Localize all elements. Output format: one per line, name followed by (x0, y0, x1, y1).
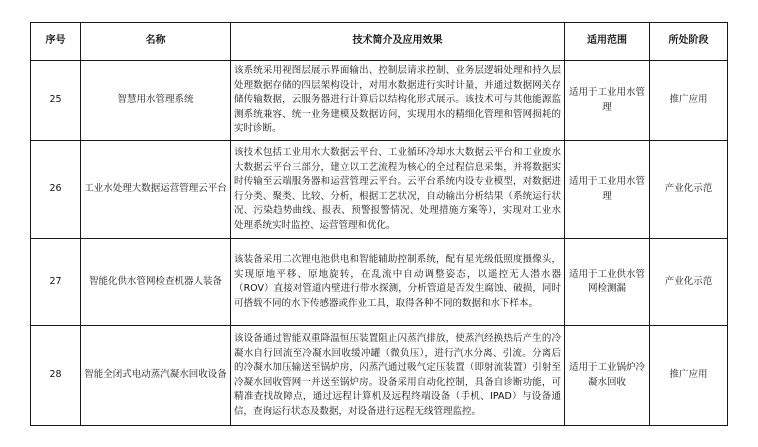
cell-scope: 适用于工业供水管网检测漏 (565, 239, 650, 326)
col-header-description: 技术简介及应用效果 (231, 23, 565, 61)
cell-no: 25 (31, 61, 81, 141)
cell-no: 27 (31, 239, 81, 326)
cell-scope: 适用于工业用水管理 (565, 141, 650, 239)
cell-no: 28 (31, 326, 81, 426)
cell-name: 智能化供水管网检查机器人装备 (81, 239, 231, 326)
cell-scope: 适用于工业用水管理 (565, 61, 650, 141)
cell-description: 该设备通过智能双重降温恒压装置阻止闪蒸汽排放，使蒸汽经换热后产生的冷凝水自行回流至冷凝水回收缓冲罐（微负压），进行汽水分离、引流。分离后的冷凝水加压输送至锅炉房，闪蒸汽通过吸气定压装置（即射流装置）引射至冷凝水回收管网一并送至锅炉房。设备采用自动化控制，具备自诊断功能，可精准查找故障点，通过远程计算机及远程终端设备（手机、IPAD）与设备通信，查询运行状态及数据，对设备进行远程无线管理监控。 (231, 326, 565, 426)
cell-description: 该技术包括工业用水大数据云平台、工业循环冷却水大数据云平台和工业废水大数据云平台三部分，建立以工艺流程为核心的全过程信息采集，并将数据实时传输至云端服务器和运营管理云平台。云平台系统内设专业模型，对数据进行分类、聚类、比较、分析，根据工艺状况，自动输出分析结果（系统运行状况、污染趋势曲线、报表、预警报警情况、处理措施方案等），实现对工业水处理系统实时监控、运营管理和优化。 (231, 141, 565, 239)
cell-name: 智慧用水管理系统 (81, 61, 231, 141)
cell-stage: 产业化示范 (650, 239, 728, 326)
cell-no: 26 (31, 141, 81, 239)
cell-description: 该装备采用二次锂电池供电和智能辅助控制系统，配有星光级低照度摄像头，实现原地平移、原地旋转，在乱流中自动调整姿态，以遥控无人潜水器（ROV）直接对管道内壁进行带水探测，分析管道是否发生腐蚀、破损，同时可搭载不同的水下传感器或作业工具，取得各种不同的数据和水下样本。 (231, 239, 565, 326)
col-header-no: 序号 (31, 23, 81, 61)
header-row (31, 23, 728, 61)
cell-scope: 适用于工业锅炉冷凝水回收 (565, 326, 650, 426)
table-header (31, 23, 728, 61)
water-technology-table (30, 22, 728, 426)
col-header-name: 名称 (81, 23, 231, 61)
table-row-28 (31, 326, 728, 426)
table-body (31, 61, 728, 426)
col-header-stage: 所处阶段 (650, 23, 728, 61)
cell-name: 工业水处理大数据运营管理云平台 (81, 141, 231, 239)
cell-description: 该系统采用视图层展示界面输出、控制层请求控制、业务层逻辑处理和持久层处理数据存储的四层架构设计，对用水数据进行实时计量，并通过数据网关存储传输数据，云服务器进行计算后以结构化形式展示。该技术可与其他能源监测系统兼容、统一业务建模及数据访问，实现用水的精细化管理和管网损耗的实时诊断。 (231, 61, 565, 141)
cell-stage: 推广应用 (650, 326, 728, 426)
cell-stage: 产业化示范 (650, 141, 728, 239)
col-header-scope: 适用范围 (565, 23, 650, 61)
table-row-27 (31, 239, 728, 326)
table-row-25 (31, 61, 728, 141)
cell-name: 智能全闭式电动蒸汽凝水回收设备 (81, 326, 231, 426)
cell-stage: 推广应用 (650, 61, 728, 141)
table-row-26 (31, 141, 728, 239)
